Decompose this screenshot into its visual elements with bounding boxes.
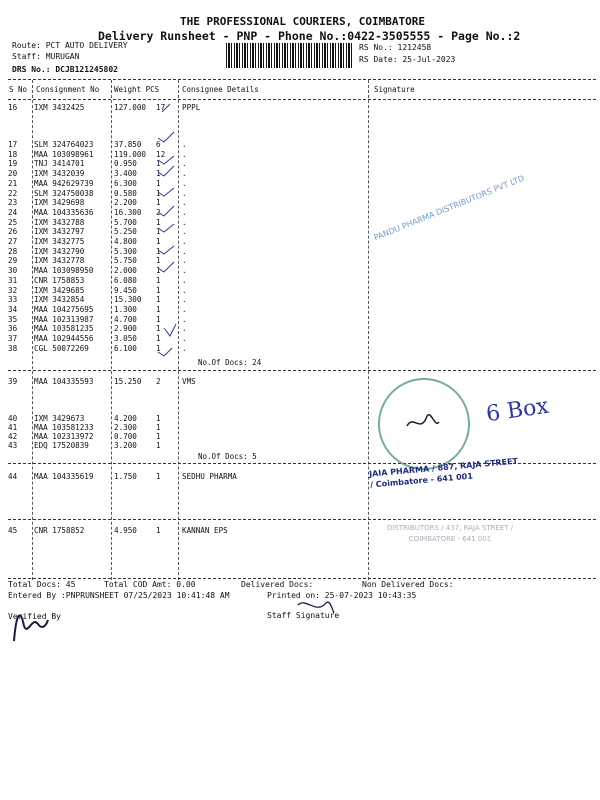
weight: 5.300 [114,246,137,256]
consignee-dot: . [182,246,187,256]
consignment-no: MAA 102313972 [34,432,94,441]
consignment-no: MAA 104275695 [34,304,94,314]
weight: 2.000 [114,266,137,276]
stamp-distributors [380,523,520,573]
pcs: 1 [156,169,161,179]
column-divider [368,80,369,580]
weight: 15.250 [114,377,142,386]
consignment-no: CNR 1758852 [34,526,85,535]
consignment-no: IXM 3432790 [34,246,85,256]
pcs: 1 [156,237,161,246]
sno: 19 [8,159,18,169]
consignment-no: MAA 942629739 [34,178,94,188]
verified-signature [10,596,50,646]
staff-signature: Staff Signature [267,611,340,620]
consignee-dot: . [182,275,187,285]
consignment-no: MAA 103581235 [34,324,94,334]
divider [8,370,596,371]
sno: 23 [8,198,18,208]
docs-count: No.Of Docs: 24 [198,358,262,367]
sno: 35 [8,314,18,324]
sno: 38 [8,343,18,353]
consignment-no: MAA 102313987 [34,314,94,324]
consignment-no: MAA 104335636 [34,207,94,217]
divider [8,578,596,579]
weight: 5.750 [114,256,137,266]
weight: 0.700 [114,432,137,441]
pcs: 1 [156,188,161,198]
sno: 31 [8,275,18,285]
consignee-dot: . [182,207,187,217]
delivered-docs: Delivered Docs: [241,580,314,589]
table-row [8,472,368,482]
pcs: 1 [156,324,161,334]
sno: 41 [8,423,18,432]
sno: 43 [8,441,18,450]
consignment-no: IXM 3432797 [34,227,85,237]
col-consignee: Consignee Details [182,85,259,94]
sno: 17 [8,140,18,149]
pcs: 1 [156,178,161,188]
weight: 5.700 [114,217,137,227]
runsheet-title: Delivery Runsheet - PNP - Phone No.:0422-3505555 - Page No.:2 [98,29,521,43]
weight: 4.800 [114,237,137,246]
rs-date: RS Date: 25-Jul-2023 [359,55,456,64]
consignment-no: MAA 103098961 [34,149,94,159]
sno: 36 [8,324,18,334]
consignee-dot: . [182,343,187,353]
pcs: 2 [156,207,161,217]
weight: 9.450 [114,285,137,295]
sno: 26 [8,227,18,237]
col-signature: Signature [374,85,415,94]
sno: 32 [8,285,18,295]
route-label: Route: PCT AUTO DELIVERY [12,41,128,50]
pcs: 1 [156,275,161,285]
divider [8,99,596,100]
weight: 0.580 [114,188,137,198]
sno: 20 [8,169,18,179]
entered-by: Entered By :PNPRUNSHEET 07/25/2023 10:41:48 AM [8,591,230,600]
consignment-no: IXM 3432788 [34,217,85,227]
consignee-dot: . [182,324,187,334]
staff-label: Staff: MURUGAN [12,52,80,61]
consignment-no: IXM 3429673 [34,414,85,423]
pcs: 1 [156,227,161,237]
pcs: 1 [156,432,161,441]
consignment-no: CNR 1758853 [34,275,85,285]
pcs: 17 [156,103,166,112]
stamp-text: PANDU PHARMA DISTRIBUTORS PVT LTD [372,173,526,243]
non-delivered-docs: Non Delivered Docs: [362,580,454,589]
pcs: 1 [156,304,161,314]
consignment-no: MAA 103581233 [34,423,94,432]
sno: 45 [8,526,18,535]
stamp-signature [403,406,443,436]
consignee-dot: . [182,304,187,314]
tick-marks [150,100,190,362]
pcs: 1 [156,441,161,450]
consignment-no: MAA 104335593 [34,377,94,386]
weight: 2.900 [114,324,137,334]
table-row [8,441,368,451]
consignee-dot: . [182,266,187,276]
consignment-no: SLM 324764023 [34,140,94,149]
consignee-dot: . [182,149,187,159]
consignee-dot: . [182,256,187,266]
sno: 33 [8,295,18,305]
consignee-dot: . [182,334,187,343]
pcs: 12 [156,149,166,159]
sno: 37 [8,334,18,343]
weight: 1.750 [114,472,137,481]
pcs: 1 [156,343,161,353]
weight: 3.400 [114,169,137,179]
drs-number: DRS No.: DCJB121245802 [12,65,118,74]
weight: 6.080 [114,275,137,285]
pcs: 1 [156,334,161,343]
consignee: PPPL [182,103,201,112]
sno: 24 [8,207,18,217]
sno: 42 [8,432,18,441]
total-cod: Total COD Amt: 0.00 [104,580,196,589]
sno: 21 [8,178,18,188]
col-sno: S No [9,85,28,94]
weight: 0.950 [114,159,137,169]
consignee: SEDHU PHARMA [182,472,237,481]
consignee-dot: . [182,178,187,188]
weight: 5.250 [114,227,137,237]
consignee-dot: . [182,295,187,305]
weight: 37.850 [114,140,142,149]
weight: 16.300 [114,207,142,217]
consignment-no: CGL 50072269 [34,343,89,353]
sno: 34 [8,304,18,314]
weight: 6.100 [114,343,137,353]
table-row [8,526,368,536]
pcs: 1 [156,266,161,276]
divider [8,79,596,80]
stamp-pandu-pharma [364,169,561,311]
consignee-dot: . [182,140,187,149]
weight: 4.200 [114,414,137,423]
sno: 44 [8,472,18,481]
consignment-no: MAA 104335619 [34,472,94,481]
col-consignment: Consignment No [36,85,100,94]
pcs: 6 [156,140,161,149]
pcs: 1 [156,314,161,324]
consignment-no: IXM 3432854 [34,295,85,305]
consignee-dot: . [182,169,187,179]
barcode [226,43,354,68]
sno: 22 [8,188,18,198]
weight: 1.300 [114,304,137,314]
staff-signature-scribble [296,595,336,625]
consignee: KANNAN EPS [182,526,228,535]
consignment-no: EDQ 17520839 [34,441,89,450]
consignment-no: IXM 3432425 [34,103,85,112]
pcs: 1 [156,256,161,266]
weight: 119.000 [114,149,147,159]
stamp-text: JAIA PHARMA / 887, RAJA STREET / Coimbatore - 641 001 [368,456,519,490]
weight: 3.050 [114,334,137,343]
consignee: VMS [182,377,196,386]
pcs: 1 [156,159,161,169]
divider [8,519,596,520]
pcs: 1 [156,217,161,227]
consignee-dot: . [182,198,187,208]
consignment-no: MAA 103098950 [34,266,94,276]
consignee-dot: . [182,227,187,237]
sno: 40 [8,414,18,423]
box-note: 6 Box [484,393,551,428]
table-row [8,377,368,387]
sno: 16 [8,103,18,112]
sno: 27 [8,237,18,246]
consignment-no: MAA 102944556 [34,334,94,343]
total-docs: Total Docs: 45 [8,580,76,589]
consignee-dot: . [182,217,187,227]
consignee-dot: . [182,237,187,246]
sno: 28 [8,246,18,256]
pcs: 1 [156,472,161,481]
rs-number: RS No.: 1212458 [359,43,432,52]
weight: 4.950 [114,526,137,535]
sno: 30 [8,266,18,276]
consignment-no: IXM 3432778 [34,256,85,266]
company-title: THE PROFESSIONAL COURIERS, COIMBATORE [180,15,426,28]
pcs: 2 [156,377,161,386]
weight: 6.300 [114,178,137,188]
consignment-no: IXM 3432039 [34,169,85,179]
weight: 3.200 [114,441,137,450]
consignment-no: SLM 324750038 [34,188,94,198]
sno: 18 [8,149,18,159]
weight: 4.700 [114,314,137,324]
weight: 127.000 [114,103,147,112]
consignee-dot: . [182,188,187,198]
consignee-dot: . [182,314,187,324]
pcs: 1 [156,295,161,305]
consignee-dot: . [182,159,187,169]
docs-count: No.Of Docs: 5 [198,452,257,461]
pcs: 1 [156,414,161,423]
col-weight-pcs: Weight PCS [114,85,160,94]
pcs: 1 [156,285,161,295]
printed-on: Printed on: 25-07-2023 10:43:35 [267,591,417,600]
sno: 39 [8,377,18,386]
pcs: 1 [156,423,161,432]
sno: 25 [8,217,18,227]
consignee-dot: . [182,285,187,295]
weight: 15.300 [114,295,142,305]
pcs: 1 [156,198,161,208]
pcs: 1 [156,246,161,256]
consignment-no: TNJ 3414701 [34,159,85,169]
weight: 2.300 [114,423,137,432]
consignment-no: IXM 3429698 [34,198,85,208]
consignment-no: IXM 3432775 [34,237,85,246]
verified-by: Verified By [8,612,61,621]
consignment-no: IXM 3429685 [34,285,85,295]
sno: 29 [8,256,18,266]
pcs: 1 [156,526,161,535]
stamp-text: DISTRIBUTORS / 437, RAJA STREET / COIMBATORE - 641 001 [386,524,514,543]
weight: 2.200 [114,198,137,208]
